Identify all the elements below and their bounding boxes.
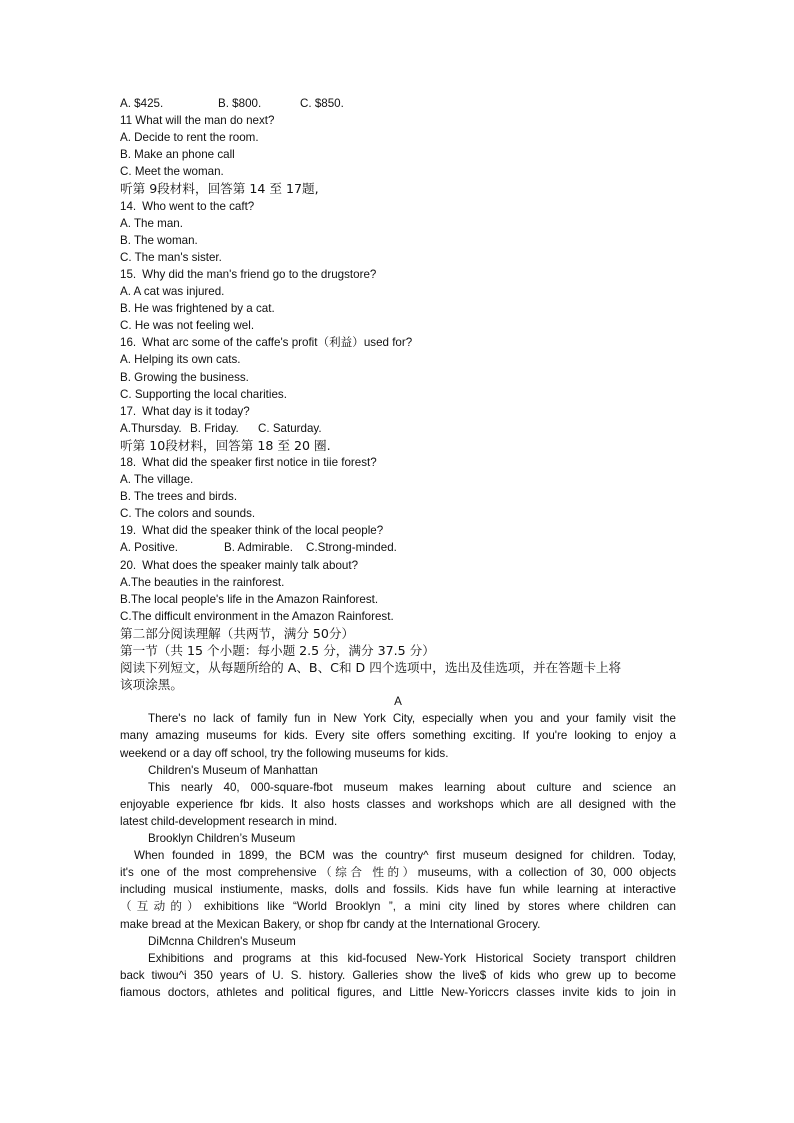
q16-option-b: B. Growing the business.	[120, 370, 249, 384]
option-c: C. $850.	[300, 97, 344, 110]
option-a: A.Thursday.	[120, 421, 182, 435]
q15-question	[120, 266, 676, 283]
museum2-heading: Brooklyn Children’s Museum	[148, 832, 296, 846]
museum2-line-1: When founded in 1899, the BCM was the country^ first museum designed for children. Today,	[134, 849, 676, 863]
option-c: C. Saturday.	[258, 421, 322, 435]
q16-number: 16.	[120, 336, 137, 350]
q16-option-c: C. Supporting the local charities.	[120, 387, 287, 401]
museum2-line-5: make bread at the Mexican Bakery, or shop fbr candy at the International Grocery.	[120, 917, 541, 931]
intro-line-1: There's no lack of family fun in New York City, especially when you and your family visit the	[148, 712, 676, 726]
museum1-line-3: latest child-development research in mind.	[120, 814, 338, 828]
section9-intro: 听第 9段材料，回答第 14 至 17题,	[120, 181, 319, 197]
q17-options	[120, 420, 676, 437]
q19-number: 19.	[120, 524, 137, 538]
museum1-heading: Children's Museum of Manhattan	[148, 763, 318, 777]
q17-number: 17.	[120, 404, 137, 418]
q14-option-b: B. The woman.	[120, 233, 198, 247]
section1-title: 第一节（共 15 个小题：每小题 2.5 分，满分 37.5 分）	[120, 643, 435, 658]
part2-title: 第二部分阅读理解（共两节，满分 50分）	[120, 625, 355, 641]
q14-text: Who went to the caft?	[142, 199, 255, 213]
option-b: B. $800.	[218, 97, 262, 110]
q19-question	[120, 522, 676, 539]
q15-number: 15.	[120, 267, 137, 281]
museum1-line-2: enjoyable experience fbr kids. It also hosts classes and workshops which are all designed with the	[120, 797, 676, 811]
museum3-line-1: Exhibitions and programs at this kid-focused New-York Historical Society transport children	[148, 951, 676, 965]
intro-line-3: weekend or a day off school, try the following museums for kids.	[120, 746, 449, 760]
q15-text: Why did the man's friend go to the drugstore?	[142, 267, 377, 281]
instructions-line-2: 该项涂黑。	[120, 677, 183, 693]
q11-option-a: A. Decide to rent the room.	[120, 131, 259, 145]
q20-number: 20.	[120, 558, 137, 572]
q14-option-c: C. The man's sister.	[120, 250, 222, 264]
option-b: B. Admirable.	[224, 541, 293, 555]
q11-question: 11 What will the man do next?	[120, 114, 275, 128]
q19-text: What did the speaker think of the local people?	[142, 524, 384, 538]
q20-option-c: C.The difficult environment in the Amazon Rainforest.	[120, 609, 394, 623]
q18-option-c: C. The colors and sounds.	[120, 507, 256, 521]
q17-question	[120, 403, 676, 420]
museum2-line-4: （互动的）exhibitions like “World Brooklyn ”, a mini city lined by stores where children can	[120, 900, 676, 914]
museum2-line-3: including musical instiumente, masks, dolls and fossils. Kids have fun while learning at interactive	[120, 883, 676, 897]
museum3-line-2: back tiwou^i 350 years of U. S. history. Galleries show the live$ of kids who grew up to become	[120, 968, 676, 982]
q19-options	[120, 539, 676, 556]
q15-option-c: C. He was not feeling wel.	[120, 319, 255, 333]
q14-question	[120, 198, 676, 215]
option-a: A. Positive.	[120, 541, 178, 555]
intro-line-2: many amazing museums for kids. Every site offers something exciting. If you're looking to enjoy a	[120, 729, 676, 743]
q16-text: What arc some of the caffe's profit（利益）used for?	[142, 336, 413, 350]
exam-page	[120, 95, 676, 1001]
museum3-heading: DiMcnna Children's Museum	[148, 934, 296, 948]
museum2-line-2: it's one of the most comprehensive（综合 性的）museums, with a collection of 30, 000 objects	[120, 866, 676, 880]
q11-option-b: B. Make an phone call	[120, 148, 235, 162]
museum1-line-1: This nearly 40, 000-square-fbot museum makes learning about culture and science an	[148, 780, 676, 794]
q14-option-a: A. The man.	[120, 216, 183, 230]
q17-text: What day is it today?	[142, 404, 250, 418]
passage-label: A	[394, 695, 402, 709]
q18-option-a: A. The village.	[120, 473, 194, 487]
q10-options	[120, 95, 676, 112]
q20-option-a: A.The beauties in the rainforest.	[120, 575, 285, 589]
instructions-line-1: 阅读下列短文，从每题所给的 A、B、C和 D 四个选项中，选出及佳选项，并在答题卡上将	[120, 660, 622, 676]
q18-text: What did the speaker first notice in tiie forest?	[142, 455, 377, 469]
q20-text: What does the speaker mainly talk about?	[142, 558, 359, 572]
section10-intro: 听第 10段材料，回答第 18 至 20 圈.	[120, 437, 331, 453]
q18-question	[120, 454, 676, 471]
q16-option-a: A. Helping its own cats.	[120, 353, 241, 367]
q20-option-b: B.The local people's life in the Amazon Rainforest.	[120, 592, 379, 606]
option-b: B. Friday.	[190, 421, 239, 435]
option-c: C.Strong-minded.	[306, 541, 397, 555]
q15-option-b: B. He was frightened by a cat.	[120, 302, 275, 316]
museum3-line-3: fiamous doctors, athletes and political figures, and Little New-Yoriccrs classes invite kids to join in	[120, 985, 676, 999]
q15-option-a: A. A cat was injured.	[120, 285, 225, 299]
q14-number: 14.	[120, 199, 137, 213]
q20-question	[120, 557, 676, 574]
q18-number: 18.	[120, 455, 137, 469]
option-a: A. $425.	[120, 97, 164, 110]
q18-option-b: B. The trees and birds.	[120, 490, 238, 504]
q11-option-c: C. Meet the woman.	[120, 165, 224, 179]
q16-question	[120, 334, 676, 351]
